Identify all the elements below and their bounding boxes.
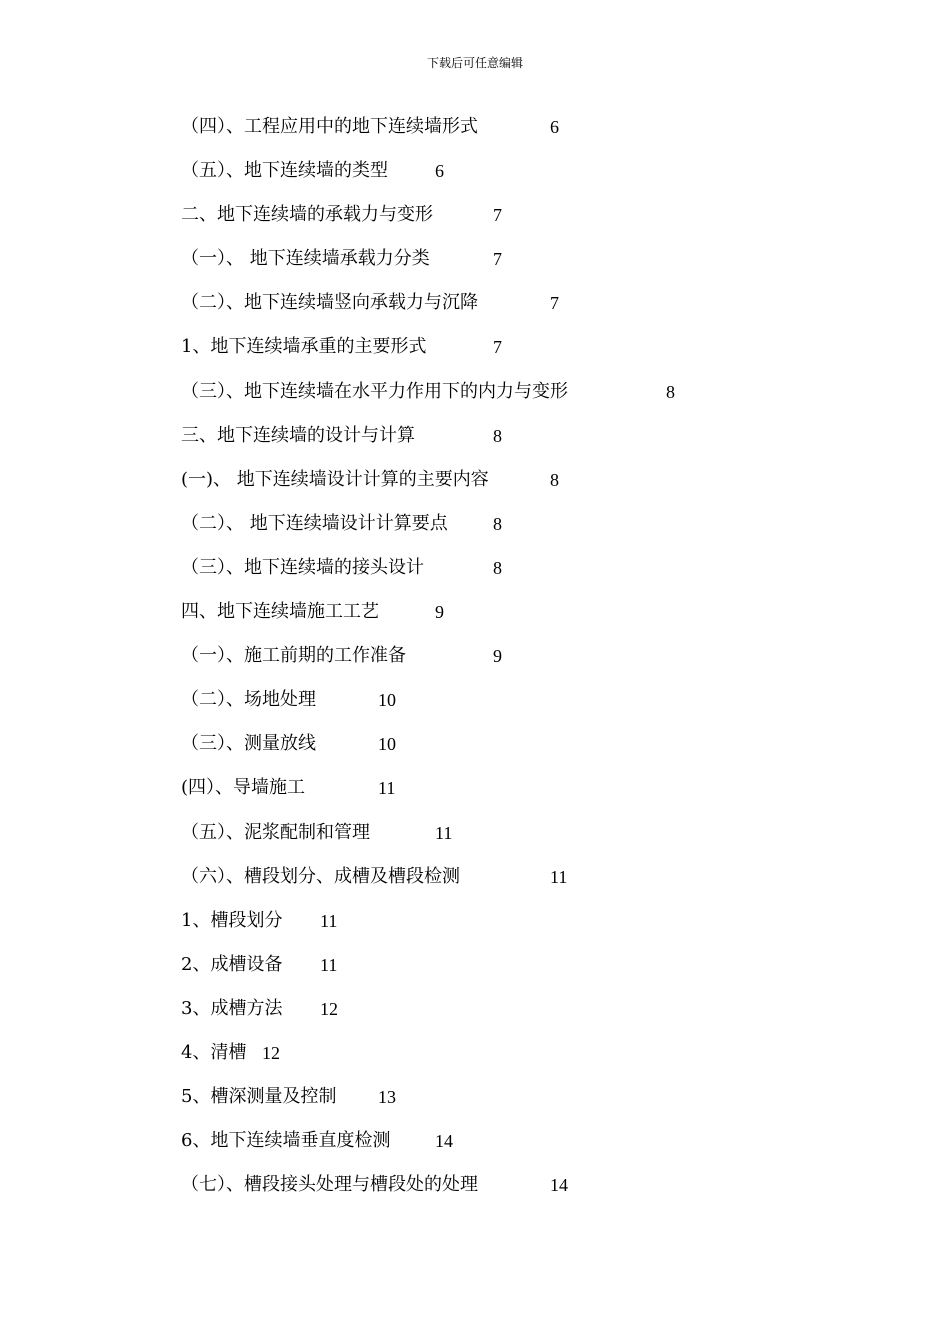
toc-entry[interactable]	[181, 105, 781, 149]
toc-entry-page: 8	[550, 469, 559, 490]
toc-entry-title: 6、地下连续墙垂直度检测	[181, 1130, 391, 1152]
toc-entry-page: 9	[493, 646, 502, 667]
toc-entry[interactable]	[181, 414, 781, 458]
toc-entry-title: （二）、地下连续墙竖向承载力与沉降	[181, 292, 478, 314]
toc-entry[interactable]	[181, 1075, 781, 1119]
toc-entry-page: 12	[262, 1042, 280, 1063]
toc-entry-page: 6	[435, 161, 444, 182]
toc-entry-page: 11	[378, 778, 396, 799]
toc-entry-page: 8	[493, 425, 502, 446]
toc-entry[interactable]	[181, 855, 781, 899]
toc-entry[interactable]	[181, 899, 781, 943]
toc-entry-title: （三）、地下连续墙的接头设计	[181, 556, 424, 578]
toc-entry[interactable]	[181, 811, 781, 855]
toc-entry-title: （一）、 地下连续墙承载力分类	[181, 248, 430, 270]
toc-entry-title: （二）、场地处理	[181, 689, 316, 711]
toc-entry[interactable]	[181, 502, 781, 546]
toc-entry-page: 11	[320, 954, 338, 975]
toc-entry-page: 11	[550, 866, 568, 887]
toc-entry-page: 12	[320, 998, 338, 1019]
toc-entry-page: 7	[493, 337, 502, 358]
toc-entry[interactable]	[181, 1031, 781, 1075]
toc-entry-title: （五）、泥浆配制和管理	[181, 821, 370, 843]
toc-entry-page: 7	[493, 205, 502, 226]
toc-entry[interactable]	[181, 281, 781, 325]
toc-entry-page: 8	[666, 381, 675, 402]
toc-entry-page: 14	[435, 1131, 453, 1152]
toc-entry-title: （五）、地下连续墙的类型	[181, 160, 388, 182]
toc-entry-title: 3、成槽方法	[181, 997, 283, 1019]
toc-entry-title: （三）、测量放线	[181, 733, 316, 755]
toc-entry-page: 6	[550, 117, 559, 137]
toc-entry-title: 4、清槽	[181, 1041, 247, 1063]
toc-entry-title: (四）、导墙施工	[181, 777, 306, 799]
table-of-contents	[181, 105, 781, 1207]
toc-entry-page: 8	[493, 513, 502, 534]
toc-entry[interactable]	[181, 634, 781, 678]
toc-entry-page: 10	[378, 734, 396, 755]
toc-entry-title: (一)、 地下连续墙设计计算的主要内容	[181, 468, 489, 490]
toc-entry[interactable]	[181, 325, 781, 369]
toc-entry[interactable]	[181, 546, 781, 590]
toc-entry-title: （三）、地下连续墙在水平力作用下的内力与变形	[181, 380, 568, 402]
toc-entry-title: 四、地下连续墙施工工艺	[181, 601, 379, 623]
toc-entry-page: 14	[550, 1175, 568, 1196]
toc-entry-page: 11	[320, 910, 338, 931]
toc-entry[interactable]	[181, 193, 781, 237]
toc-entry-title: （二）、 地下连续墙设计计算要点	[181, 512, 448, 534]
toc-entry[interactable]	[181, 987, 781, 1031]
toc-entry[interactable]	[181, 590, 781, 634]
toc-entry-title: （四）、工程应用中的地下连续墙形式	[181, 116, 478, 137]
toc-entry-title: 1、槽段划分	[181, 909, 283, 931]
toc-entry[interactable]	[181, 722, 781, 766]
toc-entry-title: （一）、施工前期的工作准备	[181, 645, 406, 667]
toc-entry[interactable]	[181, 370, 781, 414]
toc-entry[interactable]	[181, 458, 781, 502]
toc-entry-page: 10	[378, 690, 396, 711]
toc-entry[interactable]	[181, 678, 781, 722]
toc-entry-page: 7	[493, 249, 502, 270]
toc-entry-title: （六）、槽段划分、成槽及槽段检测	[181, 865, 460, 887]
toc-entry-title: 5、槽深测量及控制	[181, 1086, 337, 1108]
toc-entry-page: 13	[378, 1087, 396, 1108]
toc-entry-title: 1、地下连续墙承重的主要形式	[181, 336, 427, 358]
toc-entry[interactable]	[181, 766, 781, 810]
toc-entry-title: 二、地下连续墙的承载力与变形	[181, 204, 433, 226]
page-header: 下载后可任意编辑	[426, 56, 523, 70]
toc-entry-title: 2、成槽设备	[181, 953, 283, 975]
toc-entry[interactable]	[181, 1119, 781, 1163]
toc-entry-page: 7	[550, 293, 559, 314]
toc-entry-page: 11	[435, 822, 453, 843]
toc-entry[interactable]	[181, 149, 781, 193]
toc-entry[interactable]	[181, 1163, 781, 1207]
toc-entry[interactable]	[181, 237, 781, 281]
toc-entry-title: 三、地下连续墙的设计与计算	[181, 424, 415, 446]
toc-entry-title: （七）、槽段接头处理与槽段处的处理	[181, 1174, 478, 1196]
toc-entry[interactable]	[181, 943, 781, 987]
toc-entry-page: 8	[493, 557, 502, 578]
toc-entry-page: 9	[435, 602, 444, 623]
